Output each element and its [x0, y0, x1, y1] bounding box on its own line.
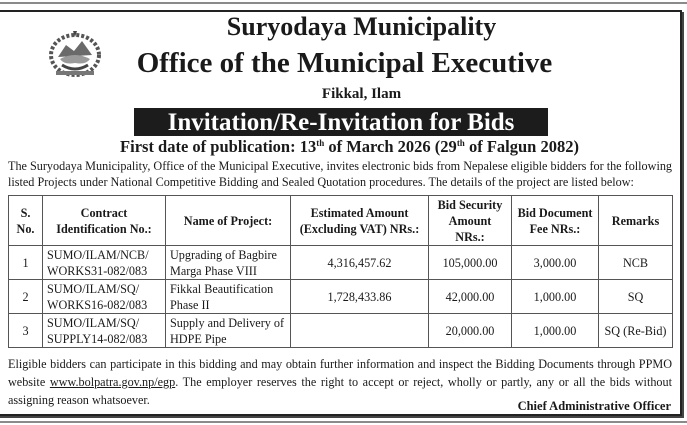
cell-remarks: SQ: [599, 280, 673, 314]
pub-sup2: th: [456, 138, 465, 148]
cell-project-name: Upgrading of Bagbire Marga Phase VIII: [166, 246, 291, 280]
cell-remarks: SQ (Re-Bid): [599, 314, 673, 348]
cell-document-fee: 1,000.00: [512, 280, 599, 314]
cell-estimated-amount: 4,316,457.62: [291, 246, 429, 280]
cell-sno: 2: [9, 280, 43, 314]
signatory-title: Chief Administrative Officer: [517, 399, 671, 413]
cell-project-name: Supply and Delivery of HDPE Pipe: [166, 314, 291, 348]
cell-estimated-amount: 1,728,433.86: [291, 280, 429, 314]
table-header-row: [9, 196, 673, 246]
cell-remarks: NCB: [599, 246, 673, 280]
footer-text-before: Eligible bidders can participate in this bidding and may obtain further information and inspect the Bidding Documents through PPMO website: [8, 357, 672, 389]
header-document-fee: Bid Document Fee NRs.:: [512, 196, 599, 246]
cell-estimated-amount: [291, 314, 429, 348]
bids-table: [8, 195, 673, 348]
cell-contract-id: SUMO/ILAM/NCB/ WORKS31-082/083: [43, 246, 166, 280]
top-rule: [0, 2, 687, 4]
location: Fikkal, Ilam: [321, 86, 402, 102]
cell-bid-security: 105,000.00: [429, 246, 512, 280]
footer-text-after: . The employer reserves the right to accept or reject, wholly or partly, any or all the bids without assigning reason whatsoever.: [8, 375, 672, 407]
header-estimated-amount: Estimated Amount (Excluding VAT) NRs.:: [291, 196, 429, 246]
cell-bid-security: 42,000.00: [429, 280, 512, 314]
cell-project-name: Fikkal Beautification Phase II: [166, 280, 291, 314]
pub-prefix: First date of publication: 13: [120, 137, 317, 156]
header-sno: S. No.: [9, 196, 43, 246]
org-name: Suryodaya Municipality: [226, 12, 497, 41]
header-remarks: Remarks: [599, 196, 673, 246]
cell-bid-security: 20,000.00: [429, 314, 512, 348]
publication-date: [0, 137, 687, 157]
table-row: [9, 314, 673, 348]
cell-document-fee: 3,000.00: [512, 246, 599, 280]
cell-sno: 3: [9, 314, 43, 348]
cell-sno: 1: [9, 246, 43, 280]
header-contract-id: Contract Identification No.:: [43, 196, 166, 246]
header-bid-security: Bid Security Amount NRs.:: [429, 196, 512, 246]
header-project-name: Name of Project:: [166, 196, 291, 246]
ppmo-website-link[interactable]: www.bolpatra.gov.np/egp: [49, 375, 176, 389]
table-row: [9, 246, 673, 280]
pub-sup1: th: [316, 138, 325, 148]
pub-middle: of March 2026 (29: [324, 137, 457, 156]
notice-title-banner: Invitation/Re-Invitation for Bids: [134, 108, 548, 136]
cell-contract-id: SUMO/ILAM/SQ/ WORKS16-082/083: [43, 280, 166, 314]
cell-contract-id: SUMO/ILAM/SQ/ SUPPLY14-082/083: [43, 314, 166, 348]
cell-document-fee: 1,000.00: [512, 314, 599, 348]
bottom-rule: [0, 421, 687, 423]
table-row: [9, 280, 673, 314]
intro-paragraph: The Suryodaya Municipality, Office of the Municipal Executive, invites electronic bids from Nepalese eligible bidders for the following listed Projects under National Competitive Bidding and Sealed Quotation procedures. The details of the project are listed below:: [8, 159, 673, 189]
pub-suffix: of Falgun 2082): [464, 137, 579, 156]
office-name: Office of the Municipal Executive: [136, 47, 553, 79]
